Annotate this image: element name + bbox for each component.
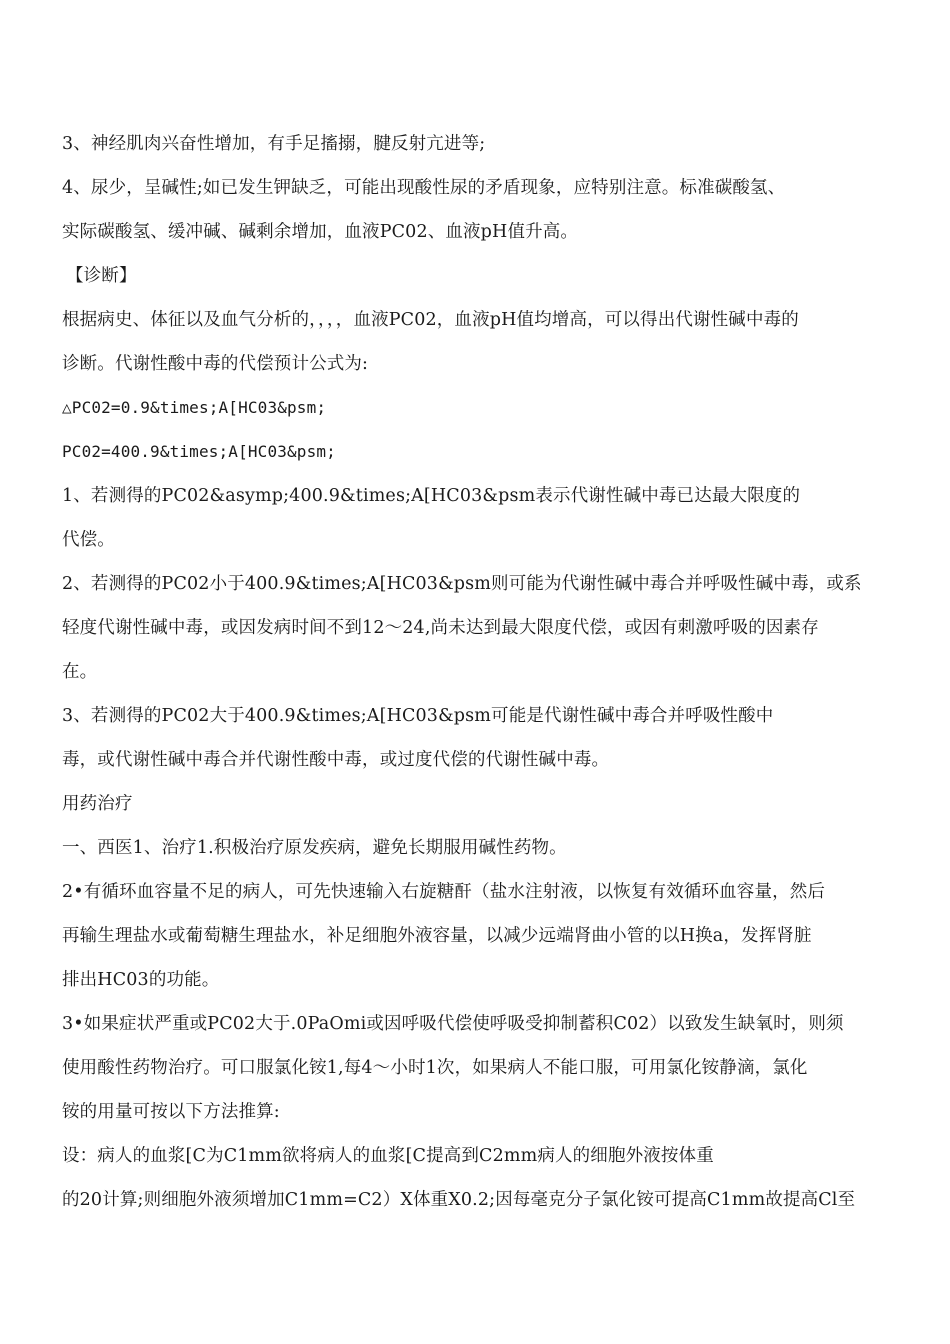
text-line: 在。 bbox=[62, 662, 98, 682]
text-line: 轻度代谢性碱中毒，或因发病时间不到12〜24,尚未达到最大限度代偿，或因有刺激呼吸的因素存 bbox=[62, 618, 819, 638]
text-line: 2•有循环血容量不足的病人，可先快速输入右旋糖酐（盐水注射液，以恢复有效循环血容量，然后 bbox=[62, 882, 826, 902]
text-line: 诊断。代谢性酸中毒的代偿预计公式为: bbox=[62, 354, 369, 374]
text-line: 铵的用量可按以下方法推算: bbox=[62, 1102, 280, 1122]
section-heading-diagnosis: 【诊断】 bbox=[66, 266, 137, 286]
text-line: 排出HC03的功能。 bbox=[62, 970, 220, 990]
formula-line: PC02=400.9&times;A[HC03&psm; bbox=[62, 442, 336, 461]
text-line: 根据病史、体征以及血气分析的，，，，血液PC02，血液pH值均增高，可以得出代谢性碱中毒的 bbox=[62, 310, 799, 330]
text-line: 3•如果症状严重或PC02大于.0PaOmi或因呼吸代偿使呼吸受抑制蓄积C02）以致发生缺氧时，则须 bbox=[62, 1014, 844, 1034]
text-line: 一、西医1、治疗1.积极治疗原发疾病，避免长期服用碱性药物。 bbox=[62, 838, 567, 858]
text-line: 设：病人的血浆[C为C1mm欲将病人的血浆[C提高到C2mm病人的细胞外液按体重 bbox=[62, 1146, 714, 1166]
formula-line: △PC02=0.9&times;A[HC03&psm; bbox=[62, 398, 327, 417]
text-line: 3、神经肌肉兴奋性增加，有手足搐搦，腱反射亢进等; bbox=[62, 134, 486, 154]
text-line: 代偿。 bbox=[62, 530, 115, 550]
text-line: 2、若测得的PC02小于400.9&times;A[HC03&psm则可能为代谢性碱中毒合并呼吸性碱中毒，或系 bbox=[62, 574, 862, 594]
text-line: 使用酸性药物治疗。可口服氯化铵1,每4〜小时1次，如果病人不能口服，可用氯化铵静滴，氯化 bbox=[62, 1058, 808, 1078]
text-line: 的20计算;则细胞外液须增加C1mm=C2）X体重X0.2;因每毫克分子氯化铵可提高C1mm故提高Cl至 bbox=[62, 1190, 856, 1210]
text-line: 1、若测得的PC02&asymp;400.9&times;A[HC03&psm表示代谢性碱中毒已达最大限度的 bbox=[62, 486, 801, 506]
section-heading-treatment: 用药治疗 bbox=[62, 794, 133, 814]
text-line: 3、若测得的PC02大于400.9&times;A[HC03&psm可能是代谢性碱中毒合并呼吸性酸中 bbox=[62, 706, 774, 726]
text-line: 4、尿少，呈碱性;如已发生钾缺乏，可能出现酸性尿的矛盾现象，应特别注意。标准碳酸氢、 bbox=[62, 178, 786, 198]
text-line: 再输生理盐水或葡萄糖生理盐水，补足细胞外液容量，以减少远端肾曲小管的以H换a，发挥肾脏 bbox=[62, 926, 812, 946]
document-page bbox=[62, 122, 892, 1222]
text-line: 毒，或代谢性碱中毒合并代谢性酸中毒，或过度代偿的代谢性碱中毒。 bbox=[62, 750, 610, 770]
text-line: 实际碳酸氢、缓冲碱、碱剩余增加，血液PC02、血液pH值升高。 bbox=[62, 222, 579, 242]
